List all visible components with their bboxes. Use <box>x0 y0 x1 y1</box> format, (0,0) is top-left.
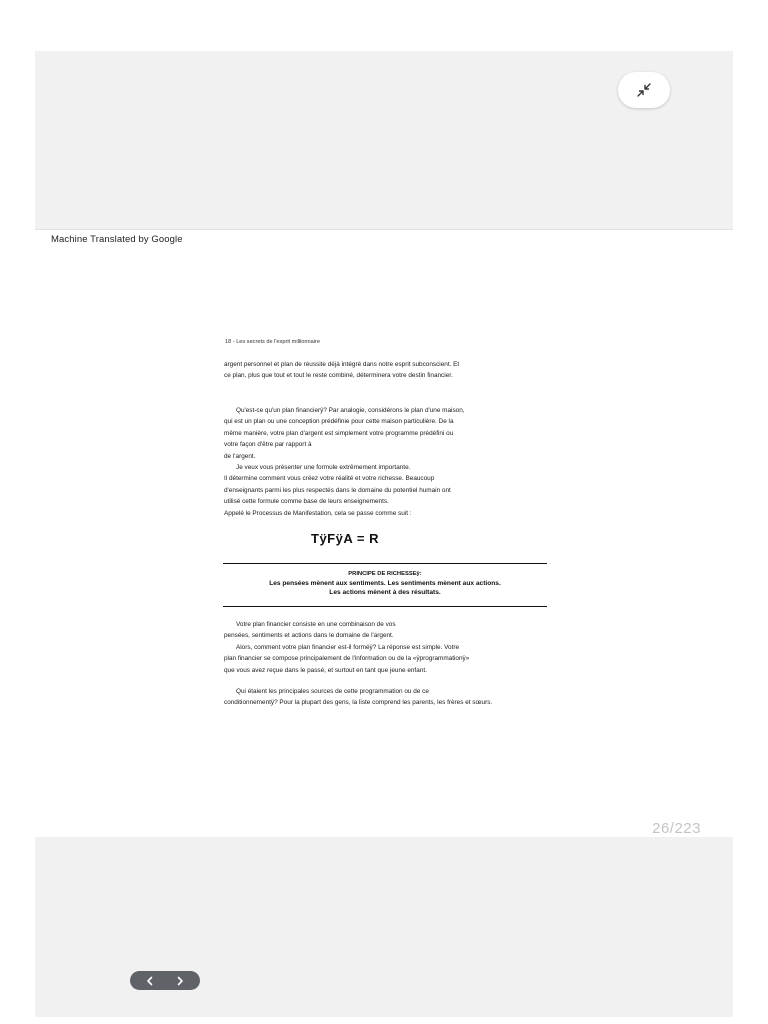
principle-title: PRINCIPE DE RICHESSEÿ: <box>348 571 422 577</box>
principle-text <box>223 579 547 597</box>
text-line: Il détermine comment vous créez votre réalité et votre richesse. Beaucoup <box>224 475 435 483</box>
text-line: qui est un plan ou une conception prédéfinie pour cette maison particulière. De la <box>224 418 454 426</box>
text-line: de l'argent. <box>224 452 256 460</box>
paragraph-3 <box>224 619 564 676</box>
text-line: votre façon d'être par rapport à <box>224 441 312 449</box>
text-line: même manière, votre plan d'argent est simplement votre programme prédéfini ou <box>224 429 454 437</box>
principle-box <box>223 563 547 607</box>
viewer-top-band <box>35 51 733 229</box>
text-line: Qui étaient les principales sources de cette programmation ou de ce <box>236 688 429 695</box>
principle-line-1: Les pensées mènent aux sentiments. Les sentiments mènent aux actions. <box>269 580 501 587</box>
paragraph-2 <box>224 405 564 519</box>
text-line: utilisé cette formule comme base de leurs enseignements. <box>224 498 389 506</box>
text-line: Qu'est-ce qu'un plan financierÿ? Par analogie, considérons le plan d'une maison, <box>236 407 465 414</box>
text-line: Alors, comment votre plan financier est-il forméÿ? La réponse est simple. Votre <box>236 643 460 651</box>
running-header: 18 - Les secrets de l'esprit millionnaire <box>225 339 320 345</box>
chevron-left-icon <box>145 976 155 986</box>
previous-page-button[interactable] <box>140 972 160 989</box>
text-line: conditionnementÿ? Pour la plupart des gens, la liste comprend les parents, les frères et sœurs. <box>224 699 493 707</box>
text-line: d'enseignants parmi les plus respectés dans le domaine du potentiel humain ont <box>224 486 451 494</box>
text-line: que vous avez reçue dans le passé, et surtout en tant que jeune enfant. <box>224 666 427 674</box>
text-line: argent personnel et plan de réussite déjà intégré dans notre esprit subconscient. Et <box>224 361 460 368</box>
exit-fullscreen-button[interactable] <box>618 72 670 108</box>
text-line: ce plan, plus que tout et tout le reste combiné, déterminera votre destin financier. <box>224 372 453 380</box>
viewer-bottom-band <box>35 837 733 1017</box>
exit-fullscreen-icon <box>636 82 652 98</box>
document-page <box>35 229 733 839</box>
chevron-right-icon <box>175 976 185 986</box>
paragraph-1 <box>224 359 564 382</box>
text-line: pensées, sentiments et actions dans le domaine de l'argent. <box>224 632 394 640</box>
paragraph-4 <box>224 686 564 709</box>
principle-line-2: Les actions mènent à des résultats. <box>329 589 441 596</box>
page-counter: 26/223 <box>652 820 701 837</box>
next-page-button[interactable] <box>170 972 190 989</box>
document-viewer <box>35 51 733 1017</box>
page-navigation <box>130 971 200 990</box>
machine-translated-label: Machine Translated by Google <box>51 234 183 245</box>
text-line: Votre plan financier consiste en une combinaison de vos <box>236 621 396 628</box>
text-line: Appelé le Processus de Manifestation, cela se passe comme suit : <box>224 509 412 517</box>
text-line: plan financier se compose principalement de l'information ou de la «ÿprogrammationÿ» <box>224 655 470 663</box>
text-line: Je veux vous présenter une formule extrêmement importante. <box>236 464 411 472</box>
formula: TÿFÿA = R <box>311 531 379 546</box>
